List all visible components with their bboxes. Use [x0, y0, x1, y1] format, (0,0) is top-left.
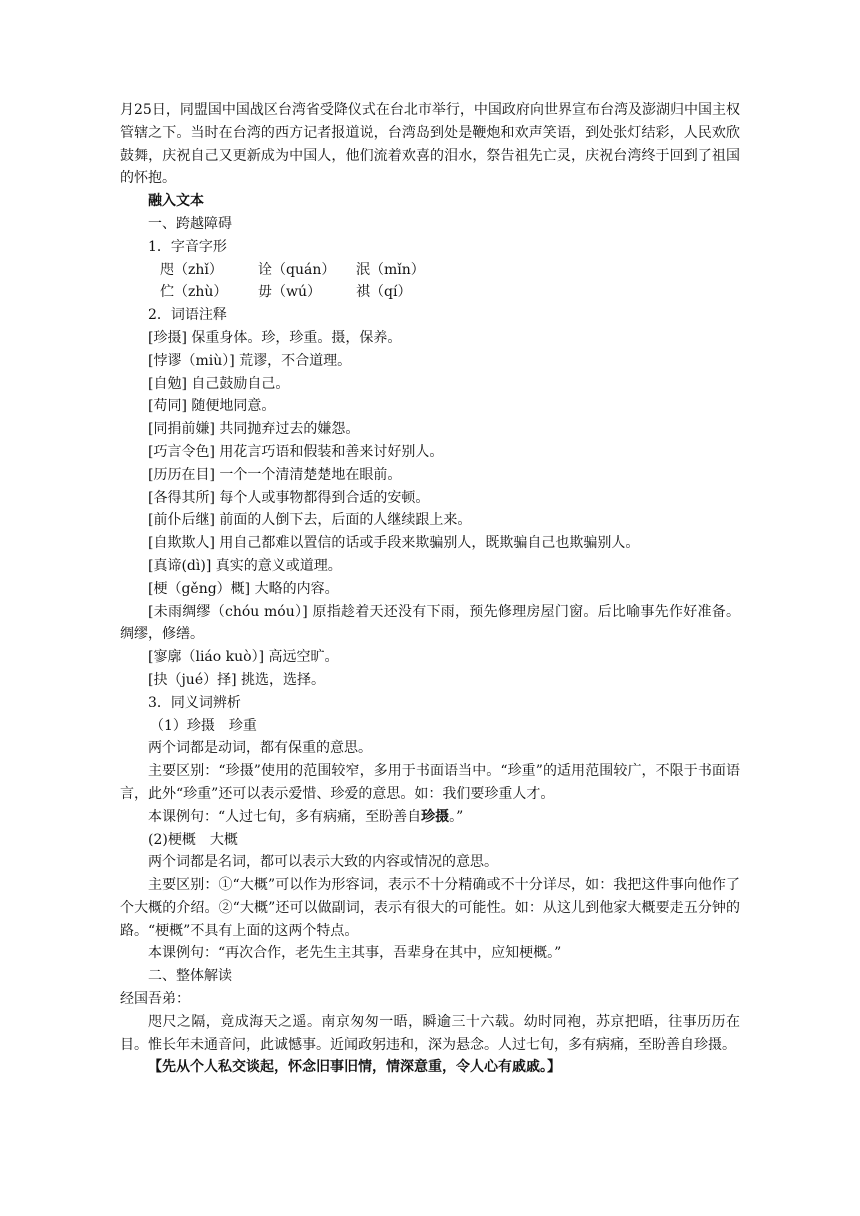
glossary-entry: [珍摄] 保重身体。珍，珍重。摄，保养。: [148, 329, 402, 346]
document-body: [120, 99, 740, 1079]
synonym-paragraph: 两个词都是名词，都可以表示大致的内容或情况的意思。: [148, 854, 498, 871]
pinyin-item: 诠（quán）: [258, 261, 336, 278]
synonym-paragraph: 主要区别：“珍摄”使用的范围较窄，多用于书面语当中。“珍重”的适用范围较广，不限于书面语言，此外“珍重”还可以表示爱惜、珍爱的意思。如：我们要珍重人才。: [120, 763, 740, 802]
glossary-entry: [各得其所] 每个人或事物都得到合适的安顿。: [148, 489, 430, 506]
pinyin-row: [120, 259, 740, 282]
letter-annotation: 【先从个人私交谈起，怀念旧事旧情，情深意重，令人心有戚戚。】: [148, 1059, 561, 1076]
pinyin-item: 伫（zhù）: [160, 284, 228, 301]
synonym-pair-title: (2)梗概 大概: [148, 831, 238, 848]
synonym-paragraph: 两个词都是动词，都有保重的意思。: [148, 740, 372, 757]
pinyin-row: [120, 281, 740, 304]
glossary-entry: [抉（jué）择] 挑选，选择。: [148, 671, 326, 688]
pinyin-item: 祺（qí）: [356, 284, 412, 301]
glossary-entry: [自欺欺人] 用自己都难以置信的话或手段来欺骗别人，既欺骗自己也欺骗别人。: [148, 535, 640, 552]
glossary-entry: [前仆后继] 前面的人倒下去，后面的人继续跟上来。: [148, 512, 472, 529]
example-text: 。”: [449, 808, 464, 825]
glossary-entry: [自勉] 自己鼓励自己。: [148, 375, 290, 392]
glossary-entry: [未雨绸缪（chóu móu）] 原指趁着天还没有下雨，预先修理房屋门窗。后比喻事先作好准备。绸缪，修缮。: [120, 603, 740, 643]
pinyin-item: 毋（wú）: [258, 284, 321, 301]
example-highlight: 珍摄: [421, 808, 450, 825]
example-sentence: 本课例句：“再次合作，老先生主其事，吾辈身在其中，应知梗概。”: [148, 945, 562, 962]
subsection-title-glossary: 2．词语注释: [148, 307, 227, 324]
glossary-entry: [寥廓（liáo kuò）] 高远空旷。: [148, 649, 339, 666]
glossary-entry: [真谛(dì)] 真实的意义或道理。: [148, 557, 342, 574]
main-heading: 融入文本: [148, 193, 204, 210]
synonym-pair-title: （1）珍摄 珍重: [150, 717, 257, 734]
glossary-entry: [同捐前嫌] 共同抛弃过去的嫌怨。: [148, 421, 360, 438]
subsection-title-pronunciation: 1．字音字形: [148, 238, 227, 255]
section-title-1: 一、跨越障碍: [148, 215, 232, 232]
section-title-2: 二、整体解读: [148, 968, 232, 985]
glossary-entry: [巧言令色] 用花言巧语和假装和善来讨好别人。: [148, 443, 444, 460]
letter-paragraph: 咫尺之隔，竟成海天之遥。南京匆匆一晤，瞬逾三十六载。幼时同袍，苏京把晤，往事历历在目。惟长年未通音问，此诚憾事。近闻政躬违和，深为悬念。人过七旬，多有病痛，至盼善自珍摄。: [120, 1013, 740, 1053]
glossary-entry: [悖谬（miù）] 荒谬，不合道理。: [148, 352, 352, 369]
intro-paragraph: 月25日，同盟国中国战区台湾省受降仪式在台北市举行，中国政府向世界宣布台湾及澎湖归中国主权管辖之下。当时在台湾的西方记者报道说，台湾岛到处是鞭炮和欢声笑语，到处张灯结彩，人民欢欣鼓舞，庆祝自己又更新成为中国人，他们流着欢喜的泪水，祭告祖先亡灵，庆祝台湾终于回到了祖国的怀抱。: [120, 102, 740, 187]
letter-salutation: 经国吾弟：: [120, 991, 190, 1008]
glossary-entry: [苟同] 随便地同意。: [148, 398, 276, 415]
pinyin-item: 咫（zhǐ）: [160, 261, 223, 278]
glossary-entry: [梗（gěng）概] 大略的内容。: [148, 580, 339, 597]
glossary-entry: [历历在目] 一个一个清清楚楚地在眼前。: [148, 466, 402, 483]
example-sentence: [120, 806, 740, 829]
synonym-paragraph: 主要区别：①“大概”可以作为形容词，表示不十分精确或不十分详尽，如：我把这件事向他作了个大概的介绍。②“大概”还可以做副词，表示有很大的可能性。如：从这儿到他家大概要走五分钟的路。“梗概”不具有上面的这两个特点。: [120, 877, 740, 939]
example-text: 本课例句：“人过七旬，多有病痛，至盼善自: [148, 808, 422, 825]
pinyin-item: 泯（mǐn）: [356, 261, 425, 278]
subsection-title-synonyms: 3．同义词辨析: [148, 694, 241, 711]
